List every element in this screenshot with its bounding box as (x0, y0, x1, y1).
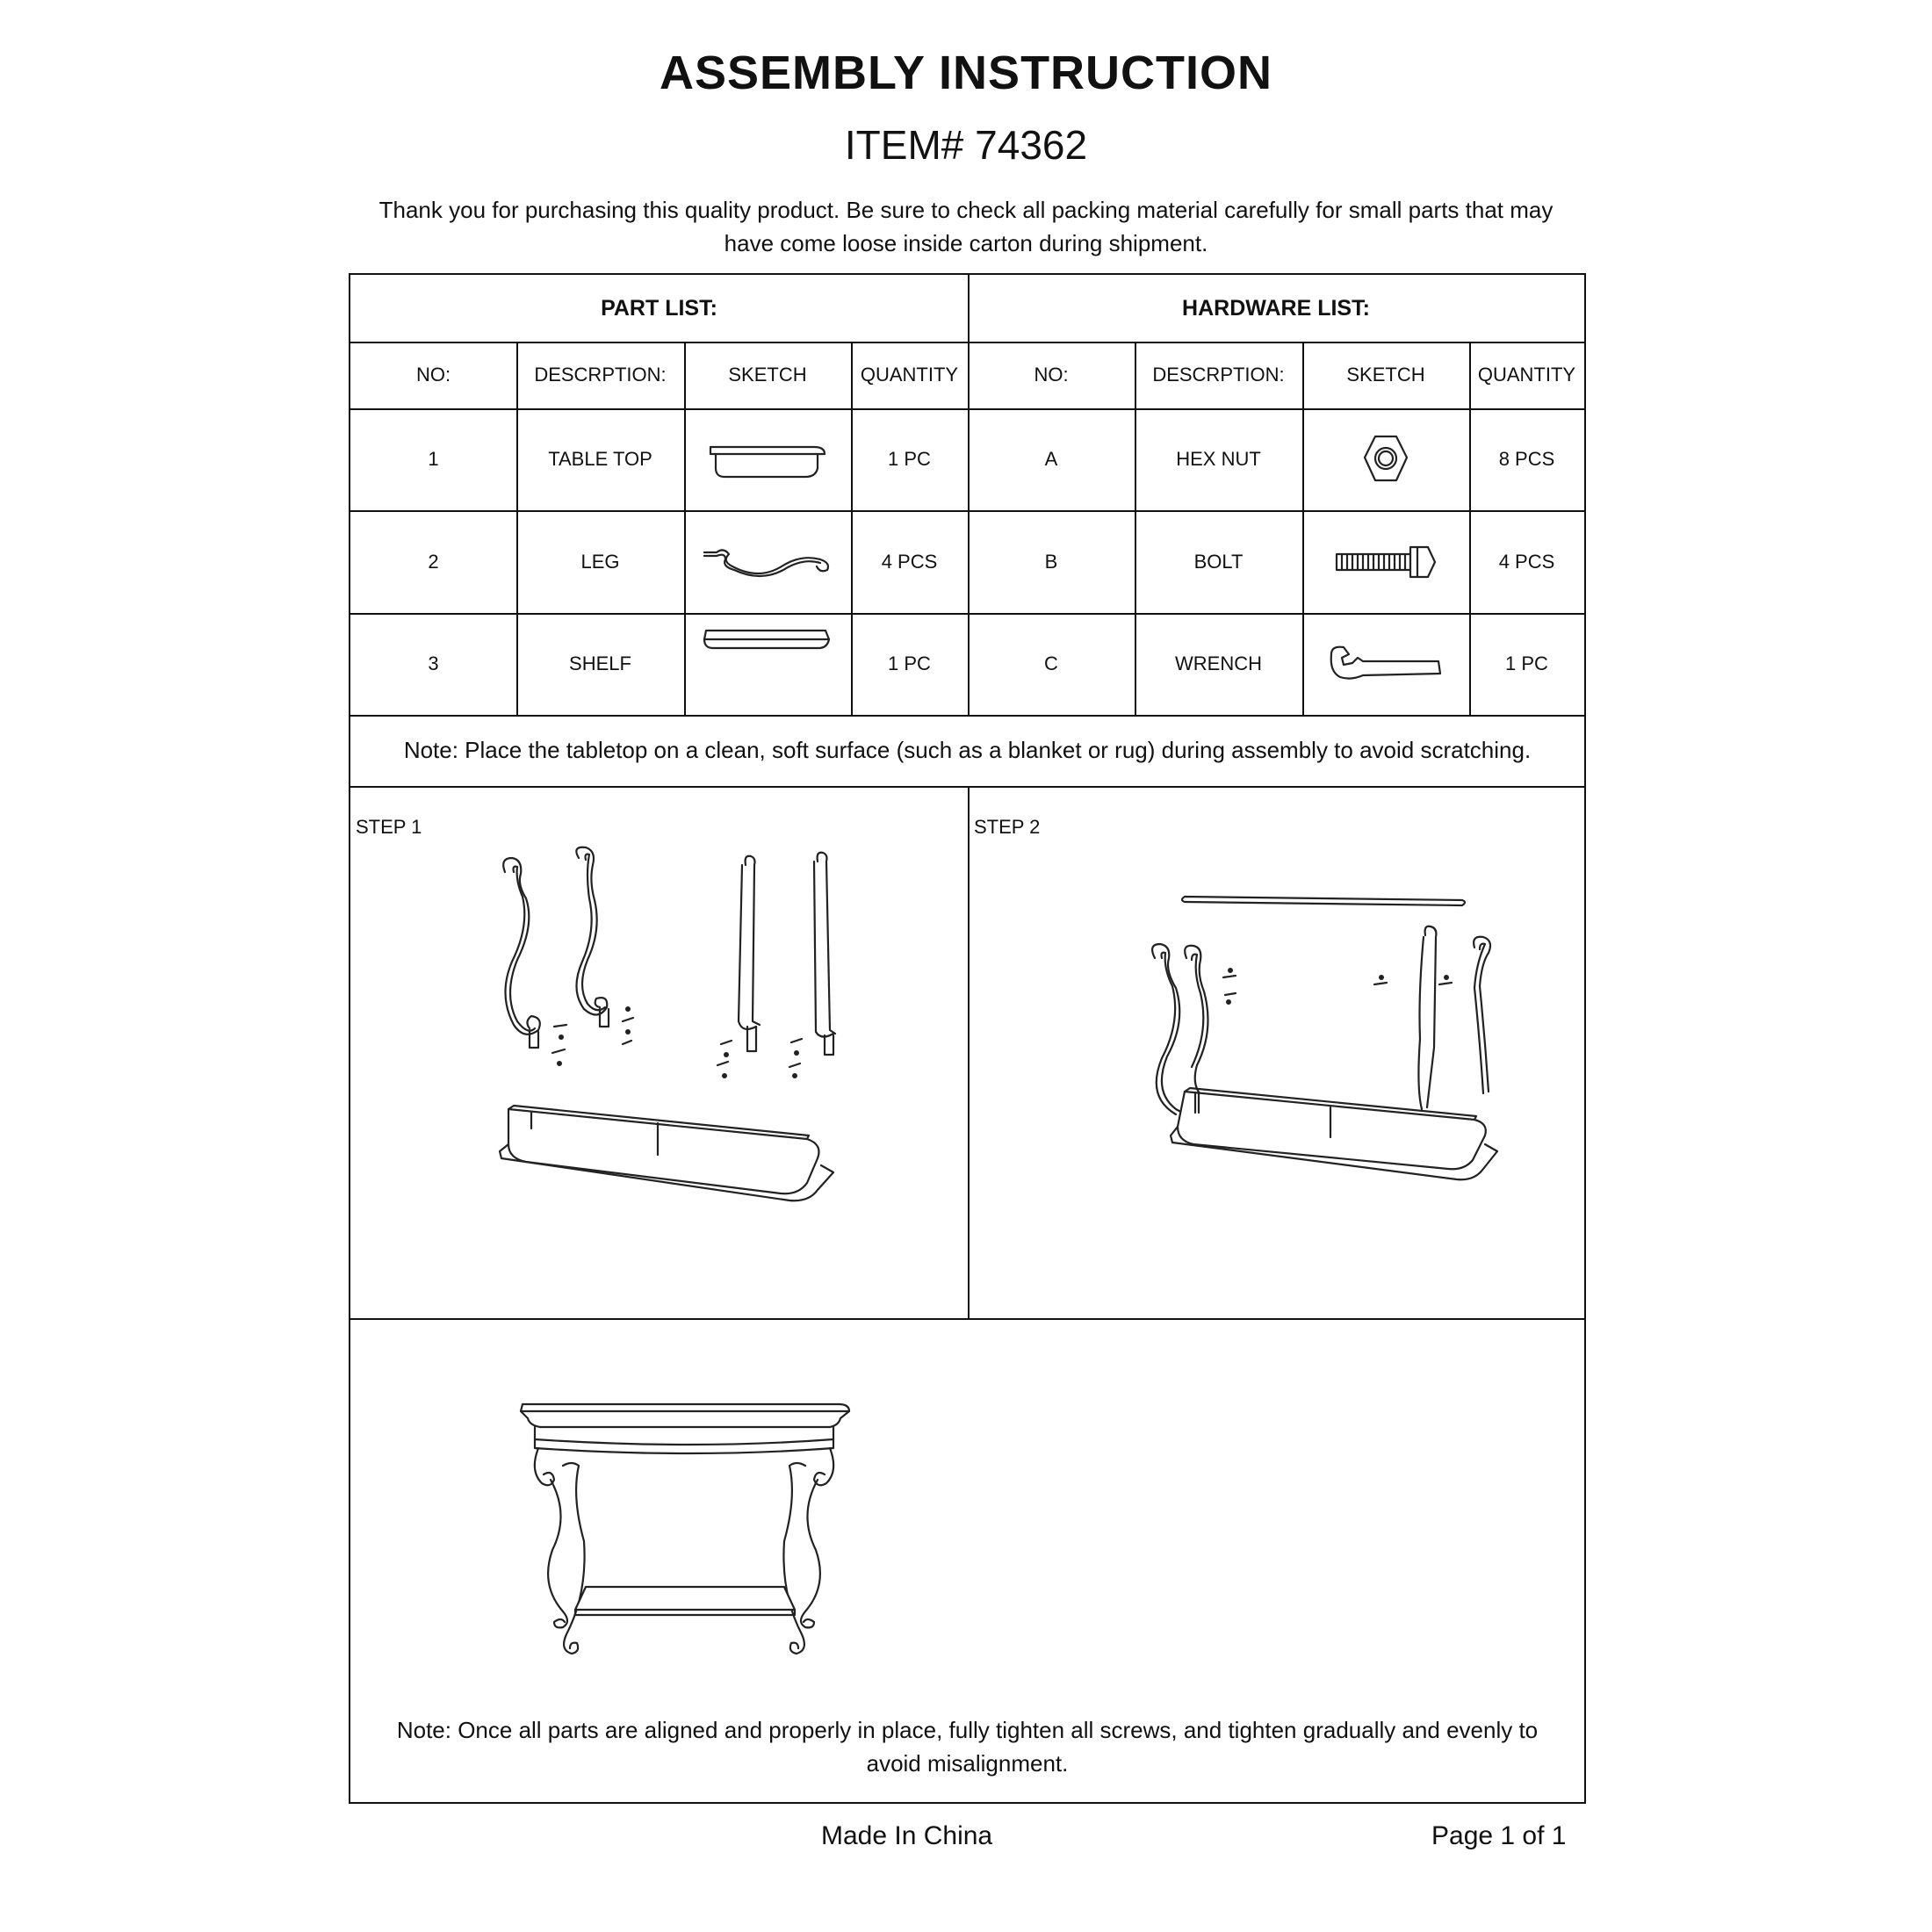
step-2-label: STEP 2 (974, 816, 1041, 838)
hardware-row-c-qty: 1 PC (1505, 652, 1548, 674)
hardware-row-a-desc: HEX NUT (1176, 448, 1261, 470)
part-col-sketch: SKETCH (728, 364, 807, 386)
hardware-row-b-no: B (1044, 550, 1058, 573)
leg-sketch (684, 510, 851, 613)
hardware-row-b-desc: BOLT (1193, 550, 1244, 573)
bolt-icon (1302, 510, 1469, 613)
part-row-2-qty: 4 PCS (881, 550, 938, 573)
hardware-row-b-qty: 4 PCS (1498, 550, 1555, 573)
instruction-sheet (349, 273, 1586, 1804)
tabletop-sketch (684, 408, 851, 510)
hardware-row-c-desc: WRENCH (1175, 652, 1262, 674)
part-col-quantity: QUANTITY (860, 364, 959, 386)
step-2-illustration (1141, 890, 1527, 1258)
assembled-table-illustration (517, 1392, 869, 1690)
document-title: ASSEMBLY INSTRUCTION (659, 47, 1273, 99)
hardware-list-title: HARDWARE LIST: (1182, 295, 1370, 321)
surface-note: Note: Place the tabletop on a clean, soft surface (such as a blanket or rug) during assembly to avoid scratching. (403, 737, 1532, 763)
part-col-no: NO: (415, 364, 451, 386)
page-number: Page 1 of 1 (1431, 1821, 1567, 1850)
hardware-col-description: DESCRPTION: (1152, 364, 1285, 386)
tighten-note: Note: Once all parts are aligned and properly in place, fully tighten all screws, and tighten gradually and evenly to avoid misalignment. (396, 1717, 1539, 1777)
part-list-title: PART LIST: (601, 295, 717, 321)
hardware-col-sketch: SKETCH (1346, 364, 1425, 386)
part-row-1-qty: 1 PC (888, 448, 931, 470)
part-col-description: DESCRPTION: (534, 364, 667, 386)
part-row-3-qty: 1 PC (888, 652, 931, 674)
shelf-sketch (684, 613, 851, 715)
part-row-3-desc: SHELF (569, 652, 631, 674)
hardware-row-c-no: C (1044, 652, 1058, 674)
part-row-3-no: 3 (428, 652, 439, 674)
hardware-col-quantity: QUANTITY (1477, 364, 1576, 386)
part-row-1-no: 1 (428, 448, 439, 470)
item-number: ITEM# 74362 (844, 122, 1088, 168)
step-1-illustration (491, 846, 842, 1250)
step-1-label: STEP 1 (356, 816, 422, 838)
hex-nut-icon (1302, 408, 1469, 510)
intro-text: Thank you for purchasing this quality product. Be sure to check all packing material carefully for small parts that may have come loose inside carton during shipment. (378, 197, 1554, 256)
wrench-icon (1302, 613, 1469, 715)
hardware-row-a-no: A (1044, 448, 1058, 470)
hardware-row-a-qty: 8 PCS (1498, 448, 1555, 470)
part-row-2-desc: LEG (580, 550, 620, 573)
hardware-col-no: NO: (1034, 364, 1069, 386)
part-row-1-desc: TABLE TOP (548, 448, 652, 470)
origin-label: Made In China (821, 1821, 993, 1850)
part-row-2-no: 2 (428, 550, 439, 573)
